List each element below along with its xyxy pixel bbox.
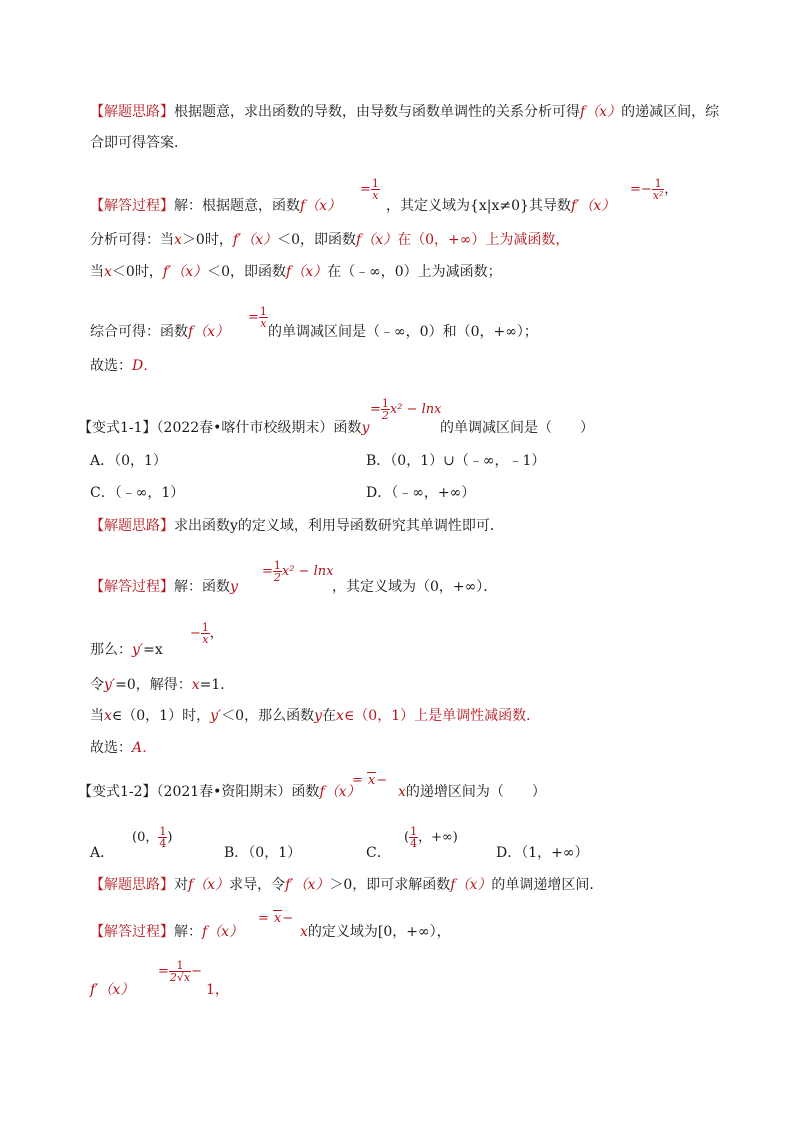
v11-option-d[interactable]: D．（﹣∞，+∞） — [366, 485, 476, 501]
v12-option-a[interactable]: A． — [90, 845, 115, 861]
v12-head: 【变式1-2】（2021春•资阳期末）函数f（x） — [78, 784, 361, 800]
v12-deriv: f′（x） — [90, 982, 135, 998]
v11-let: 令y′=0，解得：x=1． — [90, 677, 235, 693]
v11-when: 当x∈（0，1）时，y′＜0，那么函数y在x∈（0，1）上是单调性减函数． — [90, 708, 541, 724]
v11-then: 那么：y′=x — [90, 642, 163, 658]
v12-expr: = x− — [352, 773, 388, 788]
v12-deriv-one: 1， — [206, 982, 229, 998]
line-answer-1: 故选：D． — [90, 358, 158, 374]
v12-idea: 【解题思路】对f（x）求导，令f′（x）＞0，即可求解函数f（x）的单调递增区间． — [90, 877, 604, 893]
v11-option-b[interactable]: B．（0，1）∪（﹣∞，﹣1） — [366, 453, 546, 469]
line-proc-1: 【解答过程】解：根据题意，函数f（x） — [90, 198, 342, 214]
v12-proc: 【解答过程】解：f（x） — [90, 924, 244, 940]
v11-idea: 【解题思路】求出函数y的定义域，利用导函数研究其单调性即可． — [90, 518, 504, 534]
v11-head: 【变式1-1】（2022春•喀什市校级期末）函数y — [78, 420, 370, 436]
v11-expr: = $\frac{1}{2}$ x² − lnx — [370, 397, 442, 422]
line-proc-4b: 的单调减区间是（﹣∞，0）和（0，+∞）； — [268, 324, 538, 340]
line-idea-1: 【解题思路】根据题意，求出函数的导数，由导数与函数单调性的关系分析可得f（x）的递减区间，综 — [90, 104, 720, 120]
v11-proc-domain: ，其定义域为（0，+∞）． — [332, 579, 498, 595]
eq-1-over-x: = $\frac{1}{x}$ — [360, 177, 379, 202]
v11-then-expr: − $\frac{1}{x}$ ， — [190, 621, 223, 646]
v11-proc-expr: = $\frac{1}{2}$ x² − lnx — [262, 559, 334, 584]
line-idea-2: 合即可得答案． — [90, 135, 188, 151]
v12-option-d[interactable]: D．（1，+∞） — [496, 845, 589, 861]
v12-option-c[interactable]: C． — [366, 845, 391, 861]
v11-tail: 的单调减区间是（ ） — [440, 420, 594, 436]
v11-option-c[interactable]: C．（﹣∞，1） — [90, 485, 185, 501]
line-proc-2: 分析可得：当x＞0时，f′（x）＜0，即函数f（x）在（0，+∞）上为减函数， — [90, 232, 570, 248]
v12-option-c-expr: ( $\frac{1}{4}$ ，+∞) — [404, 825, 458, 850]
line-proc-1b: ，其定义域为{x|x≠0}其导数f′（x） — [386, 198, 616, 214]
v12-proc-expr: = x− — [258, 911, 294, 926]
eq-l6: = $\frac{1}{x}$ — [248, 305, 267, 330]
v11-option-a[interactable]: A．（0，1） — [90, 453, 167, 469]
line-proc-3: 当x＜0时，f′（x）＜0，即函数f（x）在（﹣∞，0）上为减函数； — [90, 264, 502, 280]
line-proc-4: 综合可得：函数f（x） — [90, 324, 230, 340]
idea-tag: 【解题思路】 — [90, 104, 174, 120]
v12-proc-b: x的定义域为[0，+∞）， — [300, 924, 451, 940]
v12-deriv-expr: = $\frac{1}{2√x}$ − — [158, 959, 203, 984]
v12-tail: x的递增区间为（ ） — [398, 784, 546, 800]
v12-option-a-expr: (0， $\frac{1}{4}$ ) — [132, 825, 173, 850]
v11-answer: 故选：A． — [90, 740, 157, 756]
v11-proc: 【解答过程】解：函数y — [90, 579, 238, 595]
v12-option-b[interactable]: B．（0，1） — [224, 845, 302, 861]
eq-neg-1-over-x2: =− $\frac{1}{\text{x²}}$ ， — [630, 177, 678, 202]
